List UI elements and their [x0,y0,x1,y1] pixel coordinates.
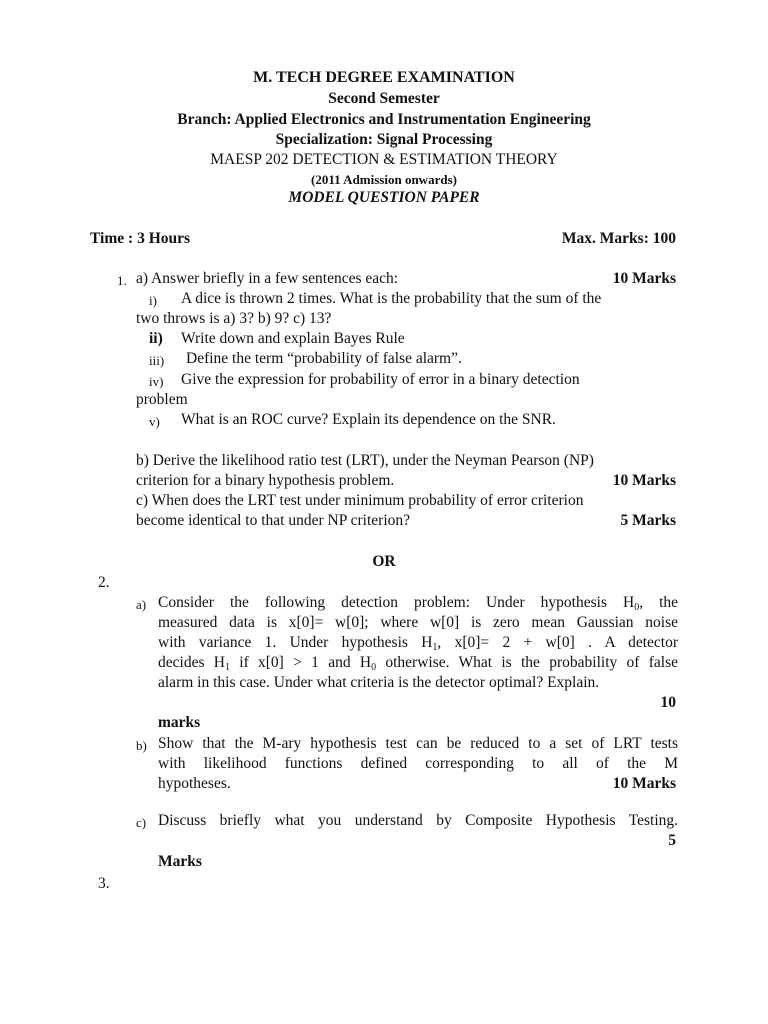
q2c-line1: Discuss briefly what you understand by Composite Hypothesis Testing. [158,812,678,829]
q2a-marks-word: marks [158,714,201,731]
q1a-item-i-line1: A dice is thrown 2 times. What is the probability that the sum of the [181,290,602,307]
time-label: Time : 3 Hours [90,230,191,247]
q2-number: 2. [98,574,110,591]
course-line: MAESP 202 DETECTION & ESTIMATION THEORY [210,151,558,168]
q2a-line3: with variance 1. Under hypothesis $H_1$, x[0]= 2 + w[0] . A detector [158,634,678,653]
exam-title: M. TECH DEGREE EXAMINATION [253,69,515,86]
q1b-line1: b) Derive the likelihood ratio test (LRT), under the Neyman Pearson (NP) [136,452,594,469]
q1a-item-label: v) [149,414,160,429]
q1a-item-ii: Write down and explain Bayes Rule [181,330,405,347]
q1a-item-label: i) [149,293,157,308]
q1a-marks: 10 Marks [612,270,676,287]
q1b-line2: criterion for a binary hypothesis problem. [136,472,395,489]
q1a-item-iv-line2: problem [136,391,188,408]
q1a-item-iv-line1: Give the expression for probability of error in a binary detection [181,371,580,388]
q1c-line2: become identical to that under NP criterion? [136,512,411,529]
model-paper-line: MODEL QUESTION PAPER [288,189,480,206]
q1b-marks: 10 Marks [612,472,676,489]
q2a-line5: alarm in this case. Under what criteria is the detector optimal? Explain. [158,674,600,691]
q1-number: 1. [117,273,127,288]
admission-line: (2011 Admission onwards) [311,172,457,187]
or-separator: OR [372,553,396,570]
semester-line: Second Semester [328,90,440,107]
q1a-item-i-line2: two throws is a) 3? b) 9? c) 13? [136,310,332,327]
q2a-line4: decides $H_1$ if x[0] > 1 and $H_0$ otherwise. What is the probability of false [158,654,678,673]
max-marks-label: Max. Marks: 100 [561,230,676,247]
q1a-item-label: ii) [149,330,163,347]
q2a-label: a) [136,597,147,612]
q1a-item-label: iii) [149,353,165,368]
branch-line: Branch: Applied Electronics and Instrumentation Engineering [177,111,591,128]
q2a-line1: Consider the following detection problem: Under hypothesis $H_0$, the [158,594,678,613]
q1c-marks: 5 Marks [620,512,676,529]
q2b-marks: 10 Marks [612,775,676,792]
q1c-line1: c) When does the LRT test under minimum probability of error criterion [136,492,584,509]
q2b-line2: with likelihood functions defined corresponding to all of the M [158,755,678,772]
q1a-item-v: What is an ROC curve? Explain its dependence on the SNR. [181,411,556,428]
q2c-label: c) [136,815,147,830]
q2b-line1: Show that the M-ary hypothesis test can be reduced to a set of LRT tests [158,735,678,752]
q1a-intro: a) Answer briefly in a few sentences each: [136,270,399,287]
q2c-marks-number: 5 [668,832,676,849]
q2a-line2: measured data is x[0]= w[0]; where w[0] is zero mean Gaussian noise [158,614,678,631]
q2b-line3: hypotheses. [158,775,231,792]
q3-number: 3. [98,875,110,892]
q2c-marks-word: Marks [158,853,202,870]
q2a-marks-number: 10 [660,694,676,711]
q1a-item-label: iv) [149,374,164,389]
specialization-line: Specialization: Signal Processing [275,131,493,148]
q1a-item-iii: Define the term “probability of false alarm”. [186,350,462,367]
q2b-label: b) [136,738,147,753]
